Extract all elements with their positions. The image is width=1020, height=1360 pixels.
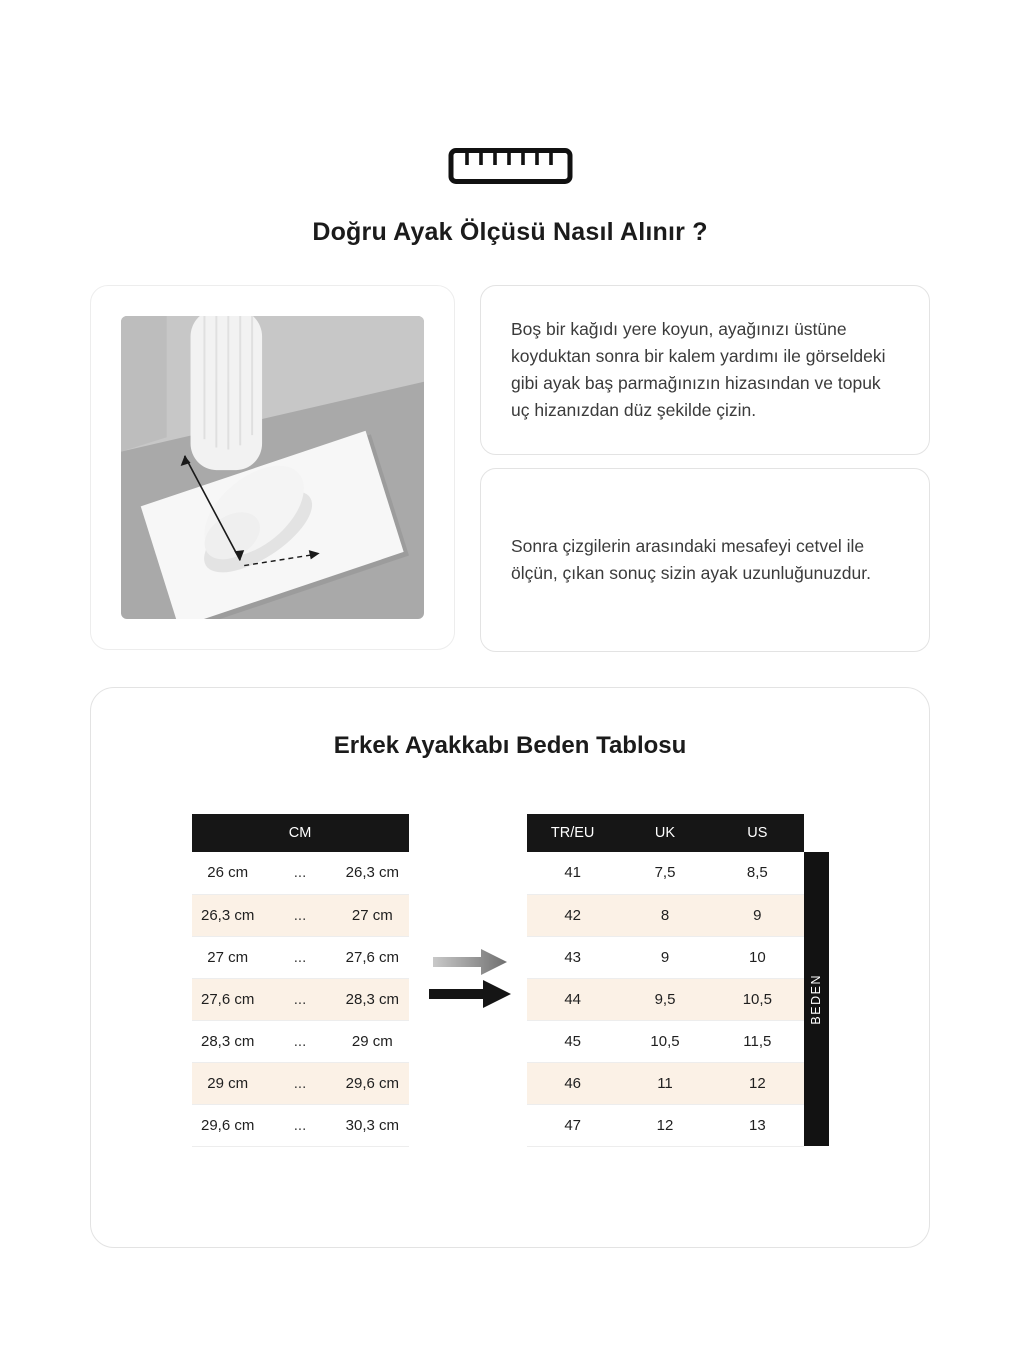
- size-table-header-cell: UK: [619, 814, 711, 852]
- size-table-cell: 12: [711, 1062, 803, 1104]
- cm-table-cell: 26,3 cm: [192, 894, 264, 936]
- step-1-text: Boş bir kağıdı yere koyun, ayağınızı üstüne koyduktan sonra bir kalem yardımı ile görseldeki gibi ayak baş parmağınızın hizasından ve topuk uç hizanızdan düz şekilde çizin.: [511, 318, 886, 421]
- size-table-cell: 8: [619, 894, 711, 936]
- size-table-body: [527, 852, 804, 1146]
- cm-table-cell: 27,6 cm: [192, 978, 264, 1020]
- cm-table-row: [192, 852, 409, 894]
- cm-table-cell: 27 cm: [336, 894, 408, 936]
- cm-table-cell: 26 cm: [192, 852, 264, 894]
- cm-table-cell: ...: [264, 894, 336, 936]
- size-table-cell: 41: [527, 852, 619, 894]
- cm-table-row: [192, 1020, 409, 1062]
- size-table-cell: 42: [527, 894, 619, 936]
- size-table-cell: 13: [711, 1104, 803, 1146]
- cm-table: [192, 814, 409, 1147]
- step-2-text: Sonra çizgilerin arasındaki mesafeyi cetvel ile ölçün, çıkan sonuç sizin ayak uzunluğunuzdur.: [511, 535, 871, 583]
- cm-table-cell: 28,3 cm: [192, 1020, 264, 1062]
- size-table-row: [527, 852, 804, 894]
- size-chart-card: [90, 687, 930, 1248]
- cm-table-header-row: [192, 814, 409, 852]
- cm-table-row: [192, 1062, 409, 1104]
- how-to-section: [90, 285, 930, 652]
- size-table-cell: 44: [527, 978, 619, 1020]
- cm-table-row: [192, 978, 409, 1020]
- size-table-cell: 9: [711, 894, 803, 936]
- size-table-cell: 9,5: [619, 978, 711, 1020]
- cm-table-cell: 29 cm: [336, 1020, 408, 1062]
- size-table-header-cell: US: [711, 814, 803, 852]
- size-table-cell: 11,5: [711, 1020, 803, 1062]
- page-title: Doğru Ayak Ölçüsü Nasıl Alınır ?: [312, 218, 708, 246]
- size-table-header-cell: TR/EU: [527, 814, 619, 852]
- step-card-1: [480, 285, 930, 455]
- size-table-cell: 47: [527, 1104, 619, 1146]
- cm-table-cell: 30,3 cm: [336, 1104, 408, 1146]
- size-table: [527, 814, 804, 1147]
- cm-table-cell: ...: [264, 852, 336, 894]
- size-table-cell: 11: [619, 1062, 711, 1104]
- size-table-cell: 46: [527, 1062, 619, 1104]
- beden-label-text: BEDEN: [809, 973, 823, 1025]
- cm-table-row: [192, 936, 409, 978]
- size-table-row: [527, 1104, 804, 1146]
- cm-table-header: CM: [192, 814, 409, 852]
- size-table-cell: 43: [527, 936, 619, 978]
- ruler-icon: [0, 146, 1020, 186]
- size-chart-tables: [91, 814, 929, 1147]
- cm-table-cell: 29,6 cm: [192, 1104, 264, 1146]
- size-table-cell: 10,5: [711, 978, 803, 1020]
- cm-table-cell: ...: [264, 1104, 336, 1146]
- foot-measure-photo-card: [90, 285, 455, 650]
- cm-table-body: [192, 852, 409, 1146]
- size-table-row: [527, 1020, 804, 1062]
- size-table-cell: 8,5: [711, 852, 803, 894]
- size-table-cell: 12: [619, 1104, 711, 1146]
- cm-table-cell: ...: [264, 1020, 336, 1062]
- size-table-wrap: [527, 814, 829, 1147]
- size-table-cell: 45: [527, 1020, 619, 1062]
- size-table-cell: 9: [619, 936, 711, 978]
- step-card-2: [480, 468, 930, 652]
- size-table-row: [527, 978, 804, 1020]
- double-right-arrows-icon: [429, 945, 513, 1015]
- foot-measure-photo: [121, 316, 424, 619]
- cm-table-row: [192, 1104, 409, 1146]
- size-table-cell: 10,5: [619, 1020, 711, 1062]
- size-table-cell: 10: [711, 936, 803, 978]
- cm-table-cell: 29,6 cm: [336, 1062, 408, 1104]
- cm-table-row: [192, 894, 409, 936]
- size-table-header-row: [527, 814, 804, 852]
- instruction-steps: [480, 285, 930, 652]
- cm-table-cell: 28,3 cm: [336, 978, 408, 1020]
- size-table-row: [527, 936, 804, 978]
- beden-vertical-label: [804, 852, 829, 1146]
- cm-table-cell: 26,3 cm: [336, 852, 408, 894]
- cm-table-cell: ...: [264, 936, 336, 978]
- cm-table-cell: ...: [264, 1062, 336, 1104]
- size-table-row: [527, 894, 804, 936]
- size-table-row: [527, 1062, 804, 1104]
- cm-table-cell: 29 cm: [192, 1062, 264, 1104]
- cm-table-cell: ...: [264, 978, 336, 1020]
- size-table-cell: 7,5: [619, 852, 711, 894]
- size-chart-title: Erkek Ayakkabı Beden Tablosu: [333, 732, 687, 759]
- cm-table-cell: 27 cm: [192, 936, 264, 978]
- cm-table-cell: 27,6 cm: [336, 936, 408, 978]
